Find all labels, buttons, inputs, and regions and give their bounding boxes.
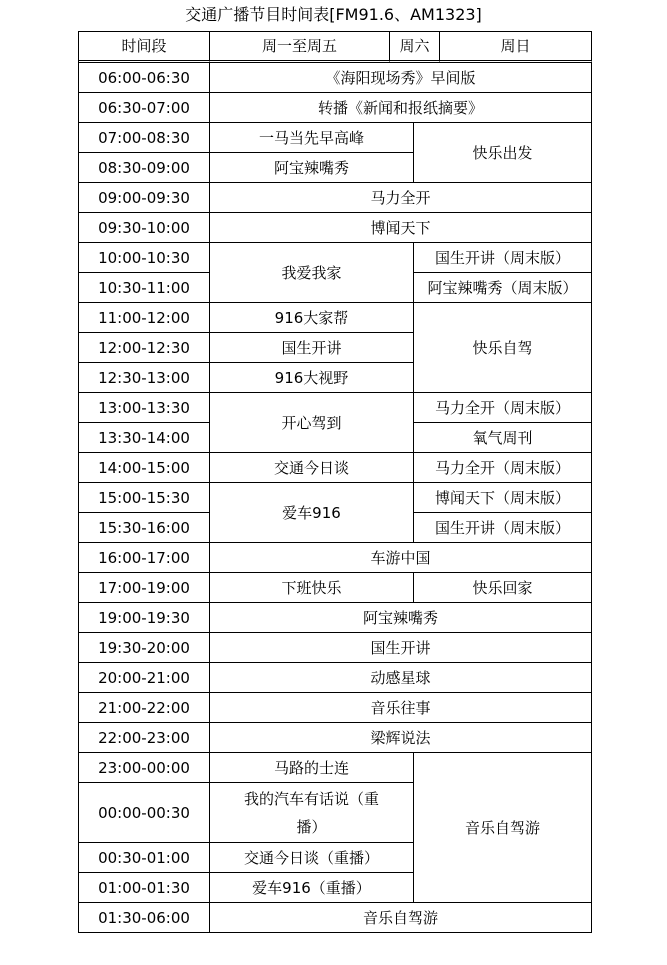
program-cell: 梁辉说法 — [210, 723, 592, 753]
program-cell: 快乐回家 — [414, 573, 592, 603]
time-slot: 00:00-00:30 — [79, 783, 210, 843]
header-saturday: 周六 — [390, 32, 440, 63]
time-slot: 21:00-22:00 — [79, 693, 210, 723]
time-slot: 07:00-08:30 — [79, 123, 210, 153]
program-cell: 国生开讲（周末版） — [414, 513, 592, 543]
time-slot: 06:00-06:30 — [79, 63, 210, 93]
program-cell: 马力全开（周末版） — [414, 453, 592, 483]
time-slot: 16:00-17:00 — [79, 543, 210, 573]
time-slot: 08:30-09:00 — [79, 153, 210, 183]
program-cell: 916大视野 — [210, 363, 414, 393]
program-cell: 一马当先早高峰 — [210, 123, 414, 153]
program-cell: 马路的士连 — [210, 753, 414, 783]
time-slot: 01:00-01:30 — [79, 873, 210, 903]
program-cell: 交通今日谈（重播） — [210, 843, 414, 873]
header-sunday: 周日 — [440, 32, 592, 63]
program-cell: 我的汽车有话说（重播） — [210, 783, 414, 843]
time-slot: 10:30-11:00 — [79, 273, 210, 303]
program-cell: 阿宝辣嘴秀 — [210, 603, 592, 633]
program-cell: 我爱我家 — [210, 243, 414, 303]
program-cell: 马力全开 — [210, 183, 592, 213]
program-cell: 交通今日谈 — [210, 453, 414, 483]
program-cell: 国生开讲 — [210, 333, 414, 363]
program-cell: 车游中国 — [210, 543, 592, 573]
time-slot: 19:00-19:30 — [79, 603, 210, 633]
time-slot: 20:00-21:00 — [79, 663, 210, 693]
time-slot: 13:30-14:00 — [79, 423, 210, 453]
page-title: 交通广播节目时间表[FM91.6、AM1323] — [185, 5, 482, 24]
time-slot: 19:30-20:00 — [79, 633, 210, 663]
program-cell: 音乐自驾游 — [414, 753, 592, 903]
time-slot: 00:30-01:00 — [79, 843, 210, 873]
program-cell: 马力全开（周末版） — [414, 393, 592, 423]
program-cell: 博闻天下（周末版） — [414, 483, 592, 513]
time-slot: 12:30-13:00 — [79, 363, 210, 393]
time-slot: 15:00-15:30 — [79, 483, 210, 513]
program-cell: 快乐出发 — [414, 123, 592, 183]
program-cell: 爱车916（重播） — [210, 873, 414, 903]
header-weekday: 周一至周五 — [210, 32, 390, 63]
time-slot: 17:00-19:00 — [79, 573, 210, 603]
time-slot: 14:00-15:00 — [79, 453, 210, 483]
time-slot: 09:00-09:30 — [79, 183, 210, 213]
time-slot: 09:30-10:00 — [79, 213, 210, 243]
program-cell: 音乐自驾游 — [210, 903, 592, 933]
program-cell: 氧气周刊 — [414, 423, 592, 453]
time-slot: 12:00-12:30 — [79, 333, 210, 363]
program-cell: 快乐自驾 — [414, 303, 592, 393]
time-slot: 06:30-07:00 — [79, 93, 210, 123]
program-cell: 阿宝辣嘴秀 — [210, 153, 414, 183]
header-time: 时间段 — [79, 32, 210, 63]
program-cell: 开心驾到 — [210, 393, 414, 453]
time-slot: 22:00-23:00 — [79, 723, 210, 753]
time-slot: 01:30-06:00 — [79, 903, 210, 933]
program-cell: 《海阳现场秀》早间版 — [210, 63, 592, 93]
program-cell: 下班快乐 — [210, 573, 414, 603]
time-slot: 15:30-16:00 — [79, 513, 210, 543]
program-cell: 国生开讲 — [210, 633, 592, 663]
program-cell: 动感星球 — [210, 663, 592, 693]
program-cell: 916大家帮 — [210, 303, 414, 333]
schedule-table — [78, 31, 592, 933]
program-cell: 音乐往事 — [210, 693, 592, 723]
program-cell: 爱车916 — [210, 483, 414, 543]
program-cell: 转播《新闻和报纸摘要》 — [210, 93, 592, 123]
program-cell: 阿宝辣嘴秀（周末版） — [414, 273, 592, 303]
time-slot: 10:00-10:30 — [79, 243, 210, 273]
program-cell: 国生开讲（周末版） — [414, 243, 592, 273]
program-cell: 博闻天下 — [210, 213, 592, 243]
time-slot: 13:00-13:30 — [79, 393, 210, 423]
time-slot: 23:00-00:00 — [79, 753, 210, 783]
time-slot: 11:00-12:00 — [79, 303, 210, 333]
